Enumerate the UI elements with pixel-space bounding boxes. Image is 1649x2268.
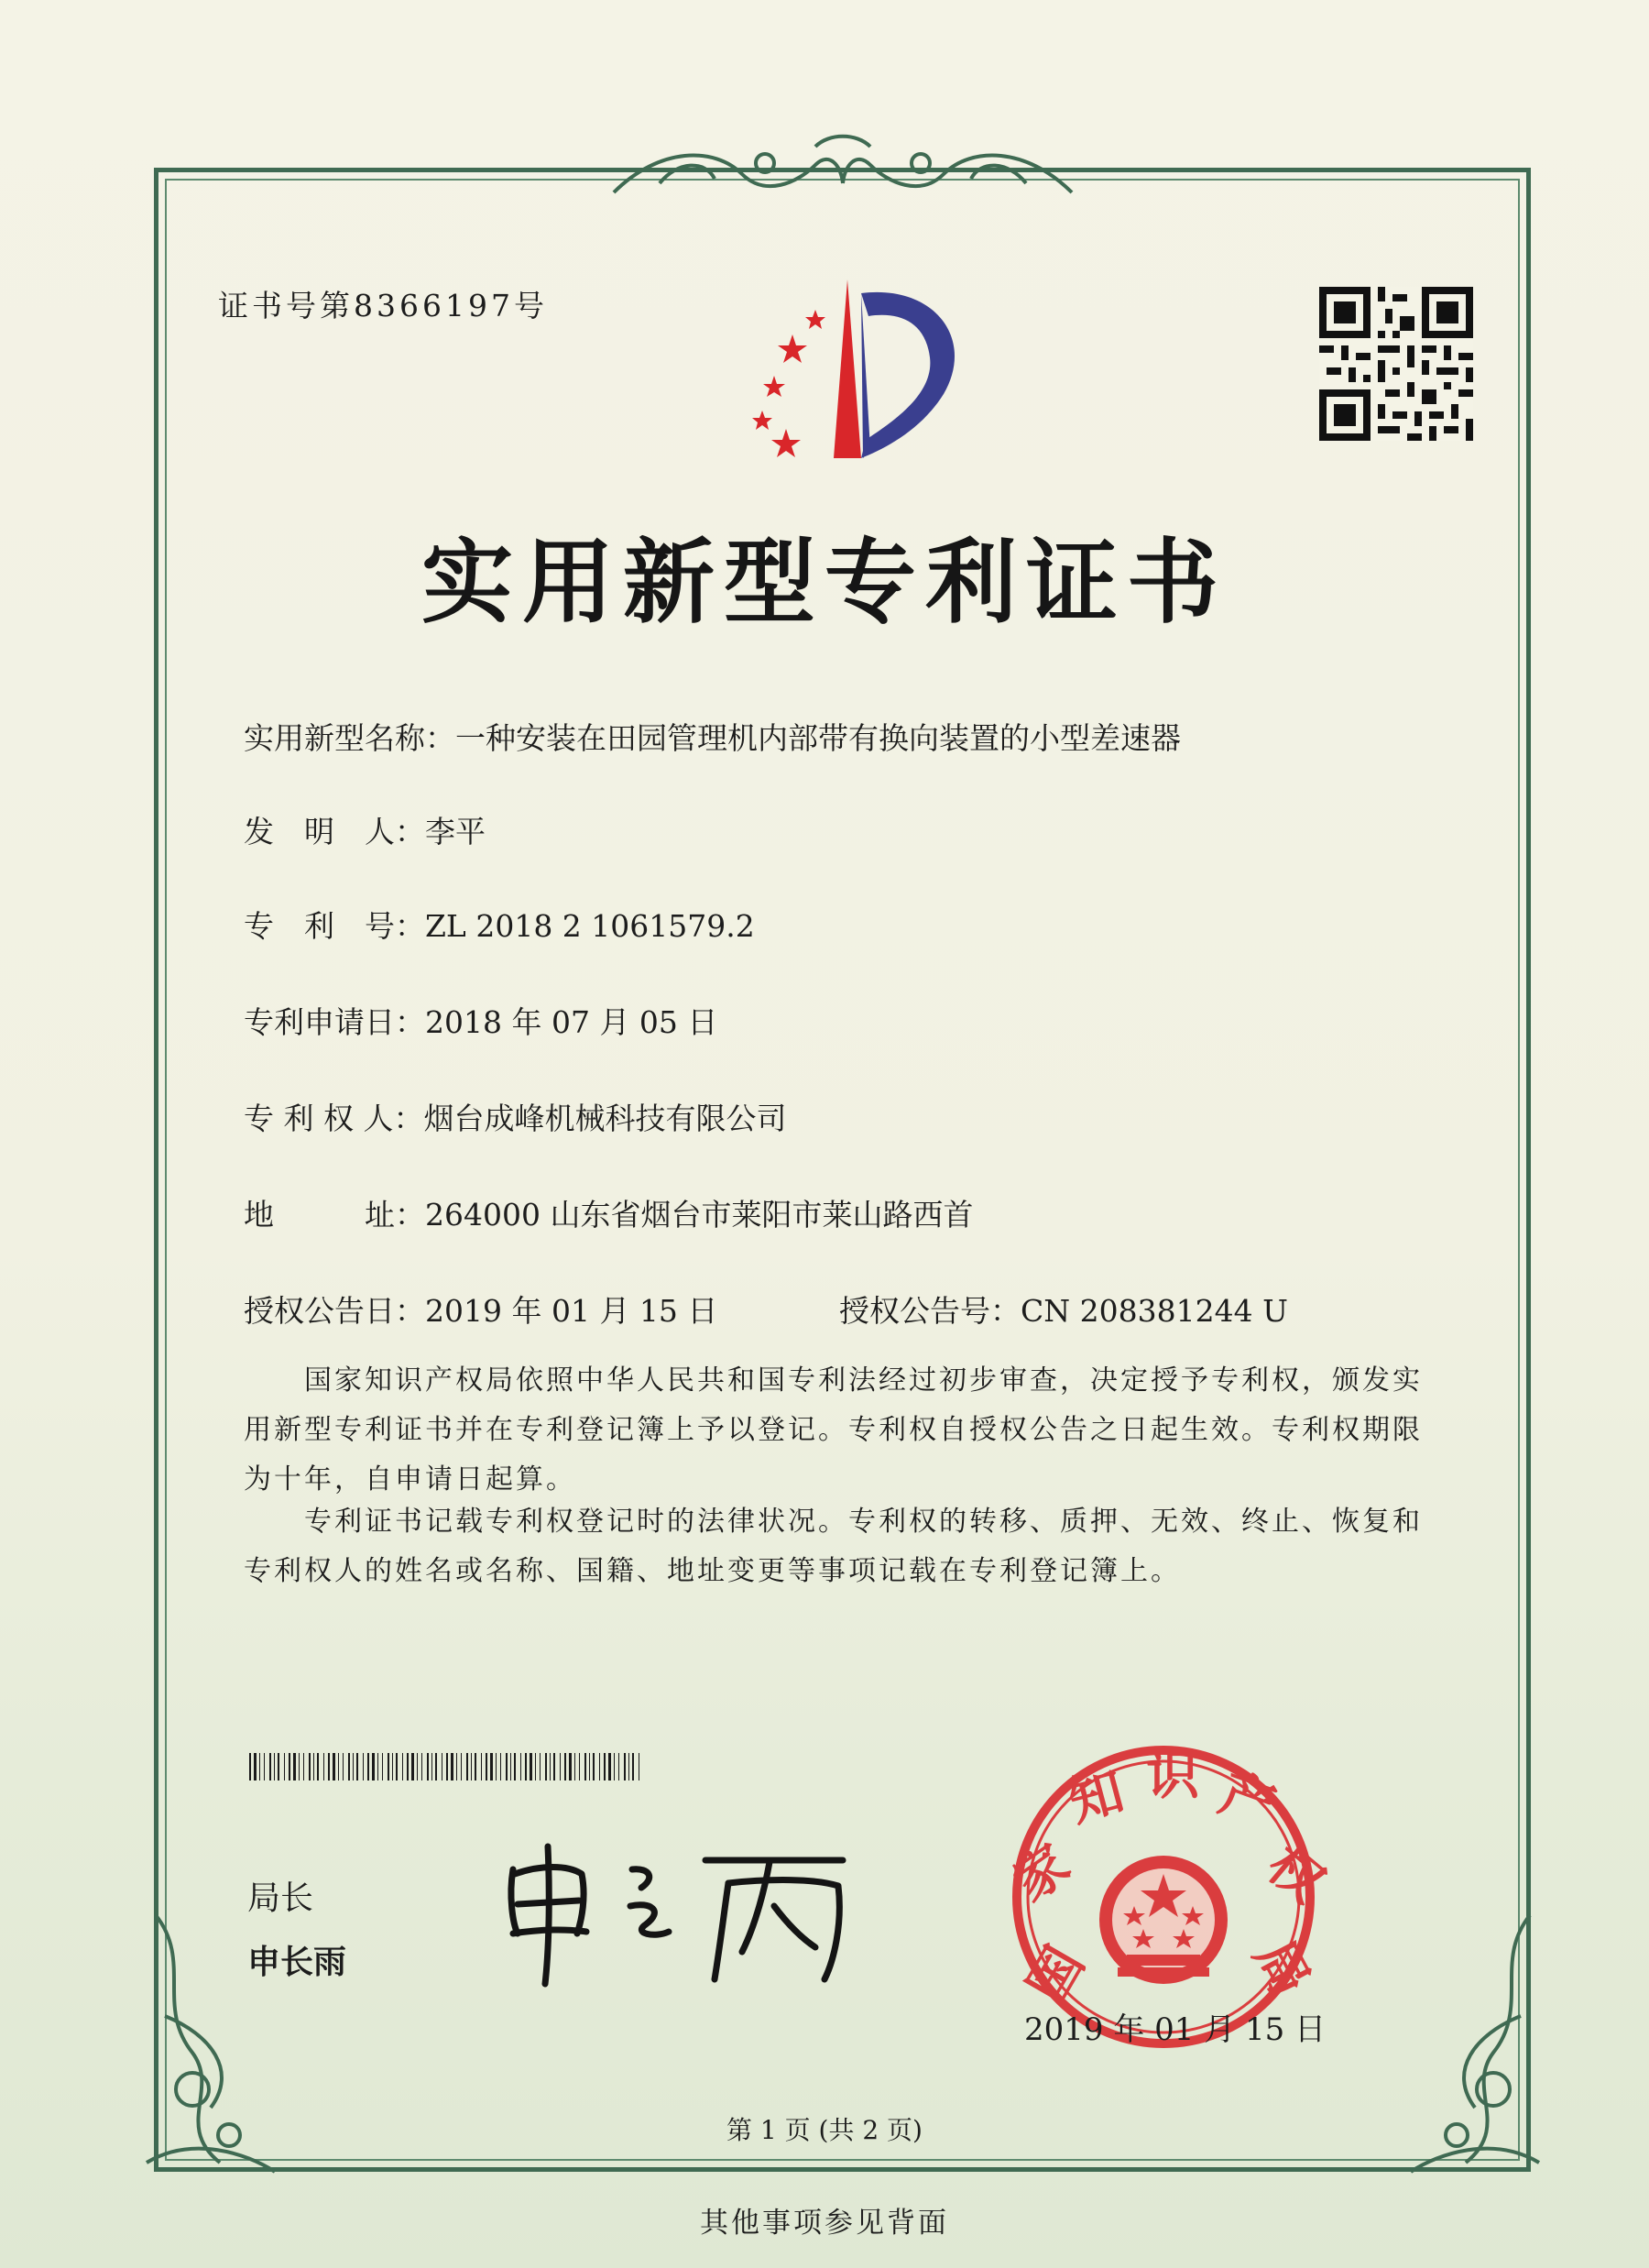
page-indicator: 第 1 页 (共 2 页) xyxy=(726,2115,923,2145)
field-label: 发 明 人： xyxy=(244,814,425,849)
svg-text:识: 识 xyxy=(1145,1744,1200,1806)
body-paragraph-1: 国家知识产权局依照中华人民共和国专利法经过初步审查，决定授予专利权，颁发实用新型专利证书并在专利登记簿上予以登记。专利权自授权公告之日起生效。专利权期限为十年，自申请日起算。 xyxy=(244,1364,1423,1496)
field-label: 授权公告日： xyxy=(244,1293,425,1329)
field-label: 授权公告号： xyxy=(839,1293,1021,1329)
svg-text:家: 家 xyxy=(1001,1832,1081,1914)
top-ornament-icon xyxy=(605,128,1081,211)
field-label: 专利申请日： xyxy=(244,1004,425,1040)
svg-text:知: 知 xyxy=(1063,1759,1130,1835)
field-utility-model-name xyxy=(244,715,1181,758)
field-label: 专 利 号： xyxy=(244,908,425,944)
certificate-number-value: 8366197 xyxy=(354,288,514,323)
field-filing-date xyxy=(244,999,717,1042)
footer-note: 其他事项参见背面 xyxy=(700,2207,949,2240)
field-value: 264000 山东省烟台市莱阳市莱山路西首 xyxy=(425,1197,974,1233)
field-value: 一种安装在田园管理机内部带有换向装置的小型差速器 xyxy=(455,720,1181,756)
certificate-number xyxy=(218,282,548,325)
body-paragraph-2: 专利证书记载专利权登记时的法律状况。专利权的转移、质押、无效、终止、恢复和专利权人的姓名或名称、国籍、地址变更等事项记载在专利登记簿上。 xyxy=(244,1506,1423,1587)
signatory-name: 申长雨 xyxy=(247,1944,347,1981)
svg-text:局: 局 xyxy=(1242,1930,1323,2007)
field-label: 地 址： xyxy=(244,1197,425,1233)
field-value: 2019 年 01 月 15 日 xyxy=(425,1293,718,1329)
field-publication-number xyxy=(839,1287,1288,1331)
signatory-role: 局长 xyxy=(247,1879,314,1917)
certificate-title: 实用新型专利证书 xyxy=(421,529,1228,636)
field-patentee xyxy=(244,1095,786,1138)
field-patent-number xyxy=(244,903,755,946)
field-value: 2018 年 07 月 05 日 xyxy=(425,1004,718,1040)
field-value: 烟台成峰机械科技有限公司 xyxy=(423,1101,787,1136)
field-value: CN 208381244 U xyxy=(1021,1293,1288,1329)
field-label: 实用新型名称： xyxy=(244,720,455,756)
svg-text:产: 产 xyxy=(1211,1761,1283,1839)
field-publication-date xyxy=(244,1287,717,1331)
qr-code-icon xyxy=(1319,287,1473,441)
cnipa-logo-icon xyxy=(724,275,971,472)
field-label: 专 利 权 人： xyxy=(244,1101,424,1136)
svg-text:权: 权 xyxy=(1255,1832,1337,1915)
field-value: ZL 2018 2 1061579.2 xyxy=(425,908,755,944)
svg-text:国: 国 xyxy=(1015,1935,1097,2014)
certificate-number-suffix: 号 xyxy=(513,288,548,323)
barcode-icon xyxy=(249,1753,649,1780)
seal-date: 2019 年 01 月 15 日 xyxy=(1024,2011,1327,2048)
field-address xyxy=(244,1191,973,1234)
handwritten-signature-icon xyxy=(495,1833,861,1989)
certificate-number-prefix: 证书号第 xyxy=(218,288,354,323)
field-inventor xyxy=(244,808,486,851)
field-value: 李平 xyxy=(425,814,486,849)
